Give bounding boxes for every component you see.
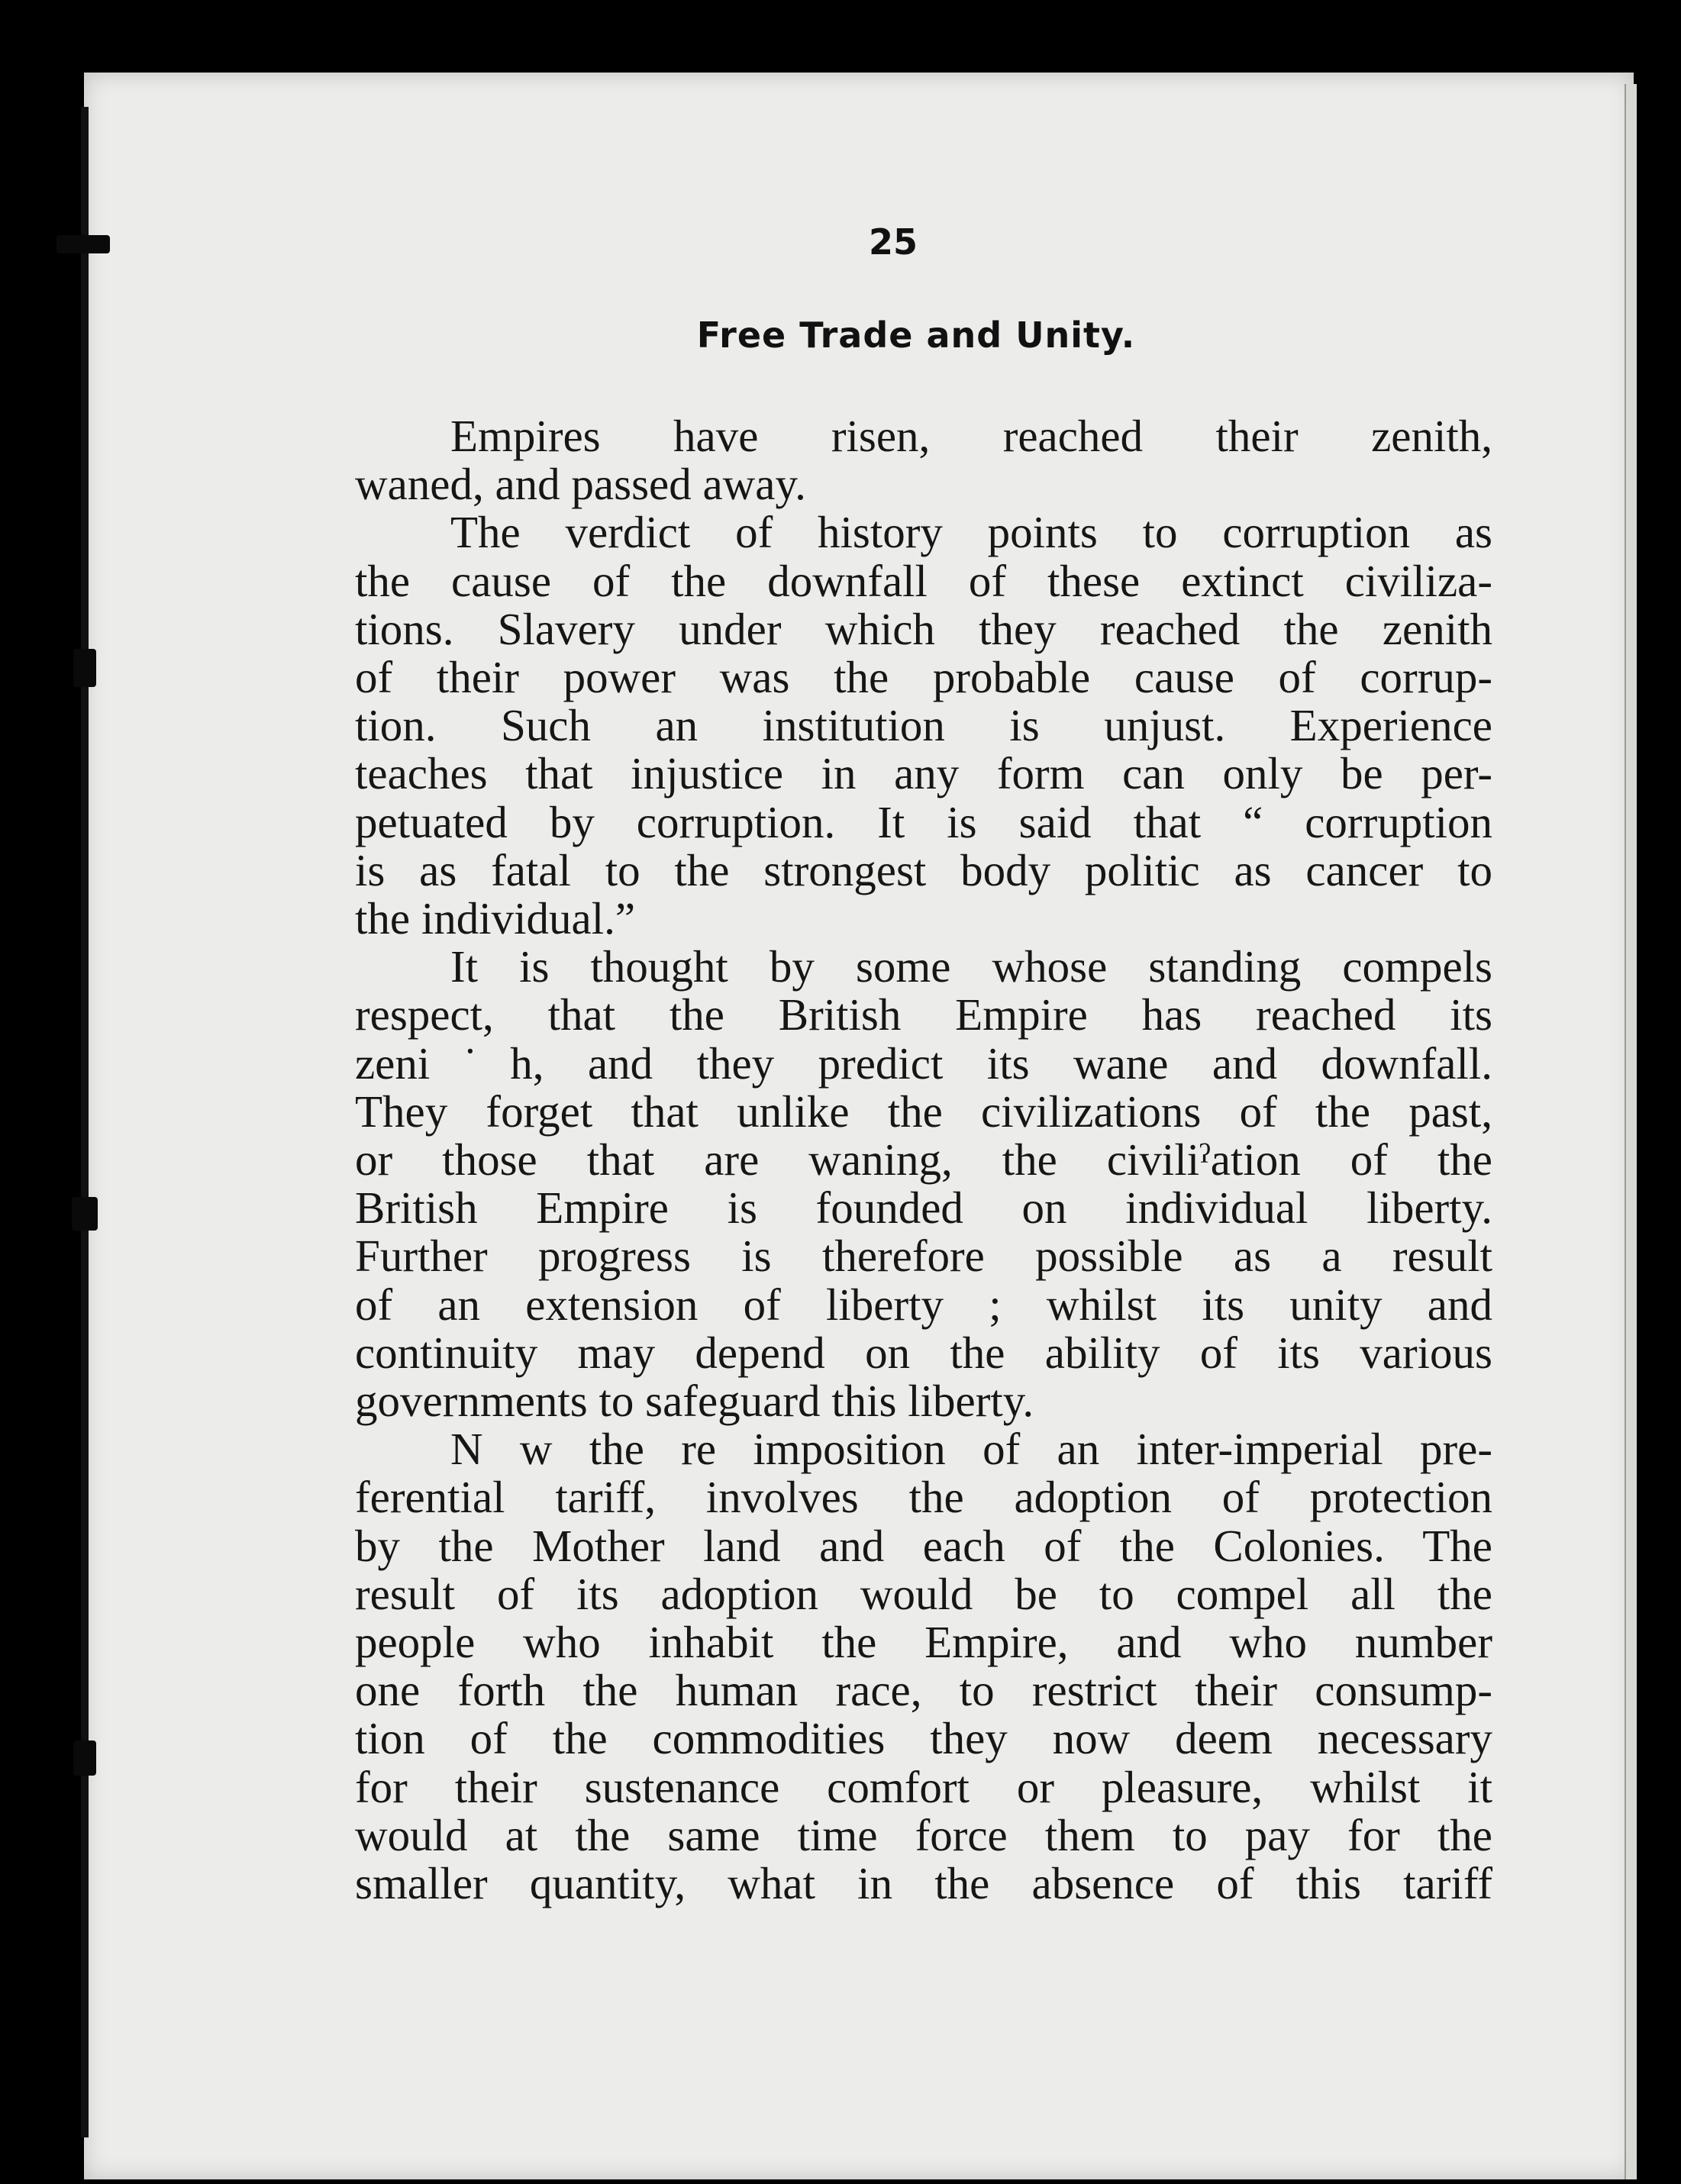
text-line: waned, and passed away. [355, 459, 806, 510]
text-line: British Empire is founded on individual liberty. [355, 1182, 1492, 1234]
page-edge [1625, 84, 1637, 2179]
text-line: is as fatal to the strongest body politic as cancer to [355, 844, 1492, 895]
text-line: teaches that injustice in any form can only be per- [355, 748, 1492, 799]
text-line: Empires have risen, reached their zenith, [450, 411, 1492, 461]
text-line: N w the re imposition of an inter-imperial pre- [450, 1424, 1492, 1475]
body-text [355, 412, 1492, 1908]
binding-knot [73, 649, 96, 687]
text-line: of their power was the probable cause of corrup- [355, 652, 1492, 703]
text-line: petuated by corruption. It is said that “ corruption [355, 796, 1492, 847]
text-line: Further progress is therefore possible as a result [355, 1231, 1492, 1282]
text-line: The verdict of history points to corruption as [450, 507, 1492, 558]
binding-knot [72, 1197, 98, 1231]
text-line: They forget that unlike the civilizations of the past, [355, 1086, 1492, 1137]
text-line: respect, that the British Empire has reached its [355, 989, 1492, 1040]
text-line: or those that are waning, the civiliˀation of the [355, 1134, 1492, 1186]
text-line: by the Mother land and each of the Colonies. The [355, 1520, 1492, 1571]
text-line: result of its adoption would be to compel all the [355, 1568, 1492, 1619]
binding-knot [73, 1740, 96, 1776]
text-line: tions. Slavery under which they reached the zenith [355, 603, 1492, 654]
text-line: tion of the commodities they now deem necessary [355, 1713, 1492, 1764]
text-line: people who inhabit the Empire, and who number [355, 1617, 1492, 1668]
text-line: for their sustenance comfort or pleasure, whilst it [355, 1761, 1492, 1812]
text-line: one forth the human race, to restrict their consump- [355, 1665, 1492, 1716]
binding-knot [56, 235, 110, 253]
text-line: would at the same time force them to pay for the [355, 1809, 1492, 1860]
text-line: smaller quantity, what in the absence of this tariff [355, 1858, 1492, 1909]
text-line: continuity may depend on the ability of its various [355, 1327, 1492, 1378]
text-line: It is thought by some whose standing compels [450, 941, 1492, 992]
text-line: ferential tariff, involves the adoption of protection [355, 1472, 1492, 1523]
text-line: of an extension of liberty ; whilst its unity and [355, 1279, 1492, 1330]
text-line: the individual.” [355, 893, 636, 944]
text-line: governments to safeguard this liberty. [355, 1376, 1034, 1427]
book-binding-thread [81, 107, 89, 2137]
text-line: the cause of the downfall of these extinct civiliza- [355, 555, 1492, 606]
page-number: 25 [868, 221, 918, 263]
text-line: tion. Such an institution is unjust. Experience [355, 700, 1492, 751]
chapter-title: Free Trade and Unity. [696, 315, 1136, 356]
text-line: zeni˙h, and they predict its wane and downfall. [355, 1037, 1492, 1089]
